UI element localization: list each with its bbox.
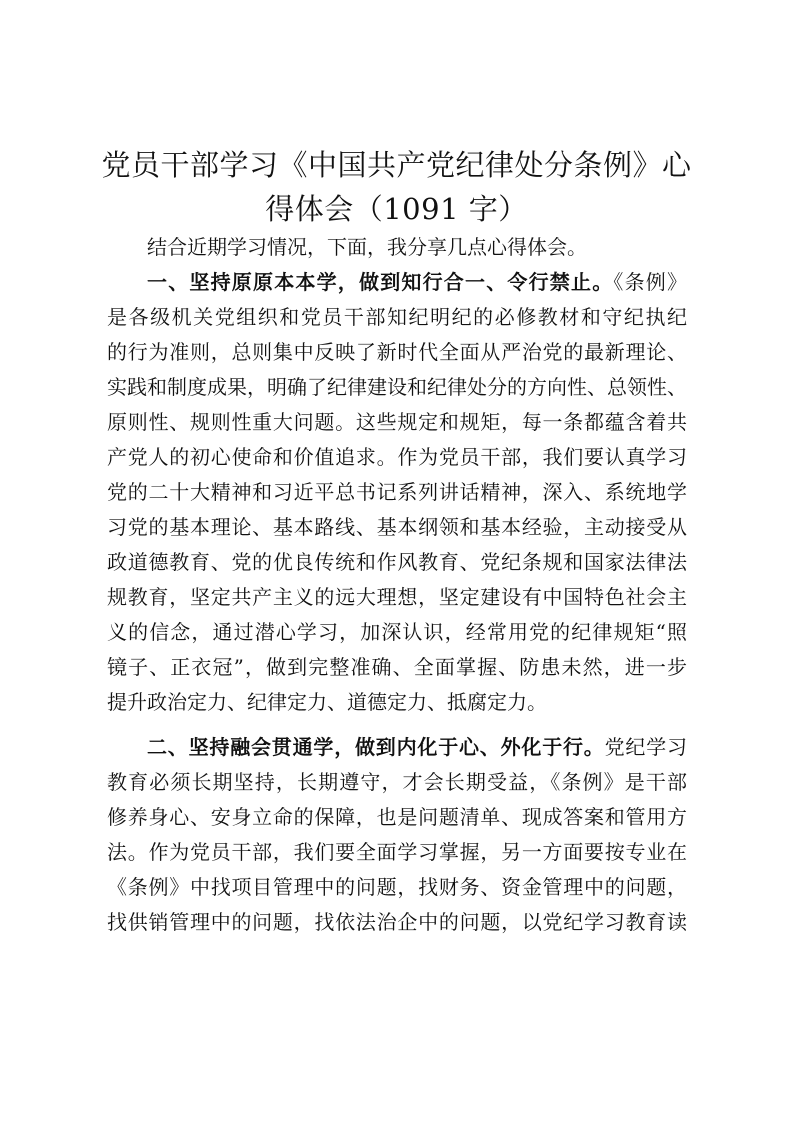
paragraph-line: 规教育，坚定共产主义的远大理想，坚定建设有中国特色社会主 xyxy=(107,585,687,609)
intro-paragraph xyxy=(107,230,687,265)
paragraph-line: 修养身心、安身立命的保障，也是问题清单、现成答案和管用方 xyxy=(107,805,687,829)
paragraph-line: 实践和制度成果，明确了纪律建设和纪律处分的方向性、总领性、 xyxy=(107,375,687,399)
document-title xyxy=(100,143,693,231)
intro-text: 结合近期学习情况，下面，我分享几点心得体会。 xyxy=(147,235,587,259)
paragraph-line: 党的二十大精神和习近平总书记系列讲话精神，深入、系统地学 xyxy=(107,480,687,504)
paragraph-line: 提升政治定力、纪律定力、道德定力、抵腐定力。 xyxy=(107,690,547,714)
paragraph-line: 《条例》中找项目管理中的问题，找财务、资金管理中的问题， xyxy=(107,875,687,899)
paragraph-line xyxy=(107,265,687,300)
paragraph-line: 原则性、规则性重大问题。这些规定和规矩，每一条都蕴含着共 xyxy=(107,410,687,434)
paragraph-line xyxy=(107,730,687,765)
title-line: 得体会（1091 字） xyxy=(265,192,528,226)
paragraph-line: 义的信念，通过潜心学习，加深认识，经常用党的纪律规矩“照 xyxy=(107,620,687,644)
paragraph-line: 镜子、正衣冠”，做到完整准确、全面掌握、防患未然，进一步 xyxy=(107,655,687,679)
paragraph-line: 政道德教育、党的优良传统和作风教育、党纪条规和国家法律法 xyxy=(107,550,687,574)
paragraph-line: 的行为准则，总则集中反映了新时代全面从严治党的最新理论、 xyxy=(107,340,687,364)
paragraph-line: 找供销管理中的问题，找依法治企中的问题，以党纪学习教育读 xyxy=(107,910,687,934)
document-body xyxy=(107,230,687,940)
paragraph-spacer xyxy=(107,720,687,730)
paragraph-line: 法。作为党员干部，我们要全面学习掌握，另一方面要按专业在 xyxy=(107,840,687,864)
paragraph-line: 教育必须长期坚持，长期遵守，才会长期受益，《条例》是干部 xyxy=(107,770,687,794)
paragraph-line: 习党的基本理论、基本路线、基本纲领和基本经验，主动接受从 xyxy=(107,515,687,539)
paragraph-line: 产党人的初心使命和价值追求。作为党员干部，我们要认真学习 xyxy=(107,445,687,469)
paragraph-line: 是各级机关党组织和党员干部知纪明纪的必修教材和守纪执纪 xyxy=(107,305,687,329)
title-line: 党员干部学习《中国共产党纪律处分条例》心 xyxy=(101,148,692,182)
section-2-first-text: 党纪学习 xyxy=(604,735,687,759)
section-1-paragraph xyxy=(107,265,687,720)
section-1-first-text: 《条例》 xyxy=(613,270,687,294)
section-2-heading: 二、坚持融会贯通学，做到内化于心、外化于行。 xyxy=(147,735,605,759)
section-2-paragraph xyxy=(107,730,687,940)
section-1-heading: 一、坚持原原本本学，做到知行合一、令行禁止。 xyxy=(147,270,614,294)
